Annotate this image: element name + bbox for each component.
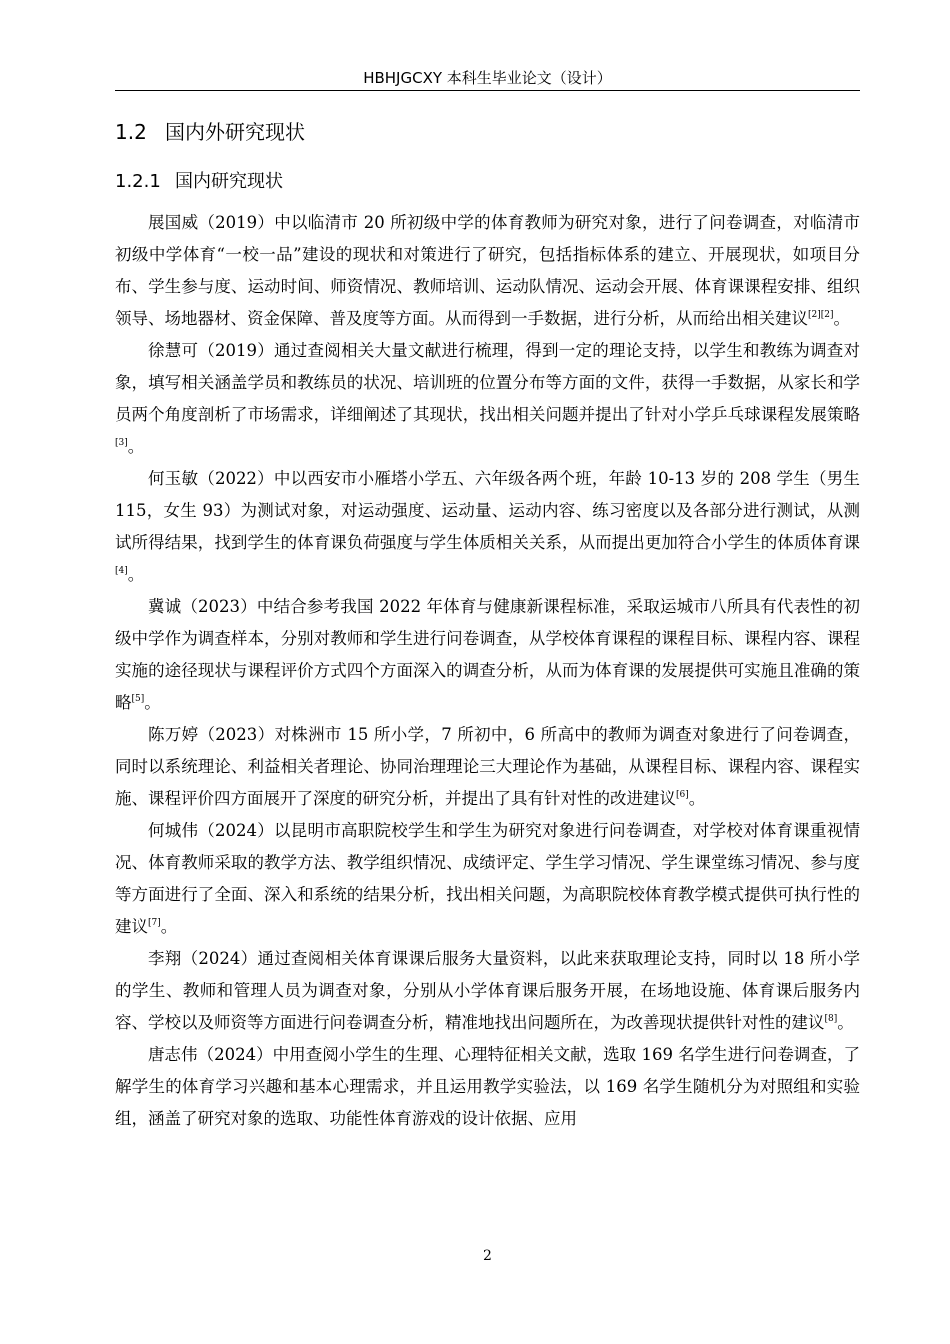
- subsection-number: 1.2.1: [115, 171, 161, 192]
- section-heading: [115, 117, 305, 147]
- citation: [2][2]: [808, 310, 834, 320]
- header-rule: [115, 90, 860, 91]
- paragraph: 徐慧可（2019）通过查阅相关大量文献进行梳理，得到一定的理论支持，以学生和教练为调查对象，填写相关涵盖学员和教练员的状况、培训班的位置分布等方面的文件，获得一手数据，从家长和学员两个角度剖析了市场需求，详细阐述了其现状，找出相关问题并提出了针对小学乒乓球课程发展策略[3]。: [115, 341, 860, 456]
- paragraph: 李翔（2024）通过查阅相关体育课课后服务大量资料，以此来获取理论支持，同时以 18 所小学的学生、教师和管理人员为调查对象，分别从小学体育课后服务开展，在场地设施、体育课后服务内容、学校以及师资等方面进行问卷调查分析，精准地找出问题所在，为改善现状提供针对性的建议[8]。: [115, 949, 860, 1032]
- page-number: 2: [483, 1248, 492, 1264]
- paragraph: 展国威（2019）中以临清市 20 所初级中学的体育教师为研究对象，进行了问卷调查，对临清市初级中学体育“一校一品”建设的现状和对策进行了研究，包括指标体系的建立、开展现状，如项目分布、学生参与度、运动时间、师资情况、教师培训、运动队情况、运动会开展、体育课课程安排、组织领导、场地器材、资金保障、普及度等方面。从而得到一手数据，进行分析，从而给出相关建议[2][2]。: [115, 213, 860, 328]
- paragraph: 唐志伟（2024）中用查阅小学生的生理、心理特征相关文献，选取 169 名学生进行问卷调查，了解学生的体育学习兴趣和基本心理需求，并且运用教学实验法，以 169 名学生随机分为对照组和实验组，涵盖了研究对象的选取、功能性体育游戏的设计依据、应用: [115, 1045, 860, 1128]
- citation: [8]: [824, 1014, 838, 1024]
- citation: [3]: [115, 438, 128, 448]
- citation: [4]: [115, 566, 128, 576]
- paragraph: 何玉敏（2022）中以西安市小雁塔小学五、六年级各两个班，年龄 10-13 岁的 208 学生（男生 115，女生 93）为测试对象，对运动强度、运动量、运动内容、练习密度以及各部分进行测试，从测试所得结果，找到学生的体育课负荷强度与学生体质相关关系，从而提出更加符合小学生的体质体育课[4]。: [115, 469, 860, 584]
- subsection-title: 国内研究现状: [175, 171, 283, 192]
- body-text: [115, 207, 860, 1135]
- paragraph: 陈万婷（2023）对株洲市 15 所小学，7 所初中，6 所高中的教师为调查对象进行了问卷调查，同时以系统理论、利益相关者理论、协同治理理论三大理论作为基础，从课程目标、课程内容、课程实施、课程评价四方面展开了深度的研究分析，并提出了具有针对性的改进建议[6]。: [115, 725, 860, 808]
- citation: [5]: [131, 694, 145, 704]
- citation: [6]: [676, 790, 689, 800]
- citation: [7]: [148, 918, 161, 928]
- paragraph: 何城伟（2024）以昆明市高职院校学生和学生为研究对象进行问卷调查，对学校对体育课重视情况、体育教师采取的教学方法、教学组织情况、成绩评定、学生学习情况、学生课堂练习情况、参与度等方面进行了全面、深入和系统的结果分析，找出相关问题，为高职院校体育教学模式提供可执行性的建议[7]。: [115, 821, 860, 936]
- paragraph: 冀诚（2023）中结合参考我国 2022 年体育与健康新课程标准，采取运城市八所具有代表性的初级中学作为调查样本，分别对教师和学生进行问卷调查，从学校体育课程的课程目标、课程内容、课程实施的途径现状与课程评价方式四个方面深入的调查分析，从而为体育课的发展提供可实施且准确的策略[5]。: [115, 597, 860, 712]
- running-header: HBHJGCXY 本科生毕业论文（设计）: [363, 69, 612, 87]
- section-number: 1.2: [115, 120, 147, 144]
- section-title: 国内外研究现状: [165, 120, 305, 144]
- subsection-heading: [115, 168, 283, 196]
